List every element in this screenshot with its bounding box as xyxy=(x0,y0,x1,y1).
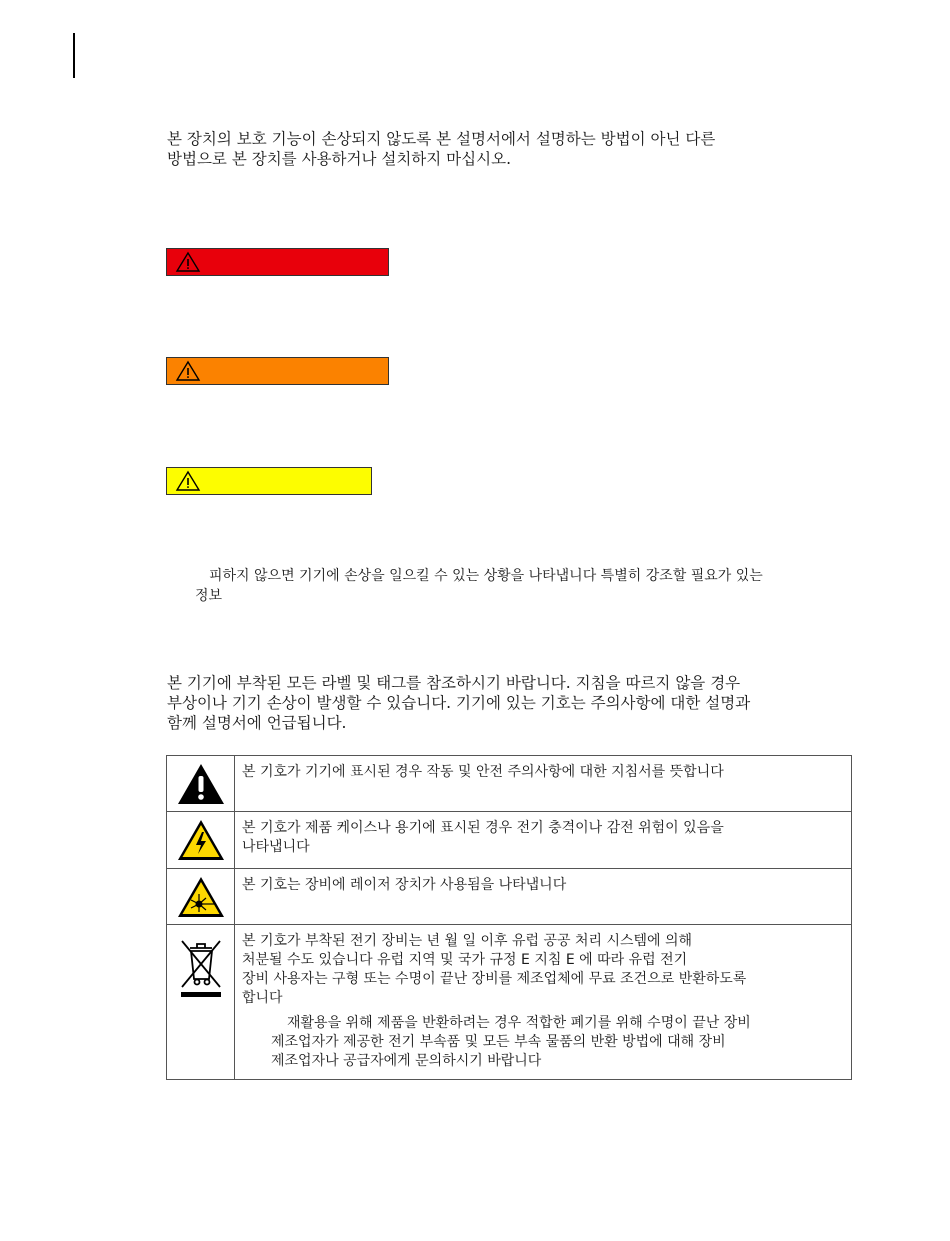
symbols-table xyxy=(166,755,852,1080)
symbol-text-line: 합니다 xyxy=(242,990,283,1006)
table-row xyxy=(167,756,852,812)
notice-paragraph xyxy=(195,566,865,606)
recycling-note xyxy=(271,1014,843,1071)
table-row xyxy=(167,925,852,1080)
note-line: 재활용을 위해 제품을 반환하려는 경우 적합한 폐기를 위해 수명이 끝난 장비 xyxy=(287,1015,751,1031)
labels-line-3: 함께 설명서에 언급됩니다. xyxy=(167,714,347,732)
symbol-icon-cell xyxy=(167,925,235,1080)
symbol-text-line: 본 기호가 제품 케이스나 용기에 표시된 경우 전기 충격이나 감전 위험이 있음을 xyxy=(242,820,724,836)
note-line: 제조업자나 공급자에게 문의하시기 바랍니다 xyxy=(271,1053,542,1069)
laser-hazard-icon xyxy=(177,876,225,918)
page-edge-bar xyxy=(73,33,75,78)
intro-paragraph xyxy=(167,129,857,169)
symbol-icon-cell xyxy=(167,812,235,869)
exclamation-triangle-icon xyxy=(177,763,225,805)
symbol-text-line: 장비 사용자는 구형 또는 수명이 끝난 장비를 제조업체에 무료 조건으로 반환하도록 xyxy=(242,971,747,987)
symbol-description xyxy=(235,925,852,1080)
intro-line-2: 방법으로 본 장치를 사용하거나 설치하지 마십시오. xyxy=(167,150,511,168)
warning-triangle-icon xyxy=(175,251,201,273)
symbol-icon-cell xyxy=(167,756,235,812)
labels-line-1: 본 기기에 부착된 모든 라벨 및 태그를 참조하시기 바랍니다. 지침을 따르지 않을 경우 xyxy=(167,674,741,692)
warning-triangle-icon xyxy=(175,470,201,492)
table-row xyxy=(167,812,852,869)
symbol-description: 본 기호가 기기에 표시된 경우 작동 및 안전 주의사항에 대한 지침서를 뜻합니다 xyxy=(235,756,852,812)
warning-banner xyxy=(166,357,389,385)
symbol-text-line: 나타냅니다 xyxy=(242,839,310,855)
symbol-icon-cell xyxy=(167,869,235,925)
table-row xyxy=(167,869,852,925)
symbol-text-line: 본 기호가 부착된 전기 장비는 년 월 일 이후 유럽 공공 처리 시스템에 의해 xyxy=(242,933,693,949)
weee-crossed-bin-icon xyxy=(175,935,227,1001)
symbol-description: 본 기호는 장비에 레이저 장치가 사용됨을 나타냅니다 xyxy=(235,869,852,925)
symbol-description xyxy=(235,812,852,869)
notice-line-1: 피하지 않으면 기기에 손상을 일으킬 수 있는 상황을 나타냅니다 특별히 강조할 필요가 있는 xyxy=(209,568,763,584)
caution-banner xyxy=(166,467,372,495)
danger-banner xyxy=(166,248,389,276)
symbol-text-line: 처분될 수도 있습니다 유럽 지역 및 국가 규정 E 지침 E 에 따라 유럽 전기 xyxy=(242,952,688,968)
labels-line-2: 부상이나 기기 손상이 발생할 수 있습니다. 기기에 있는 기호는 주의사항에 대한 설명과 xyxy=(167,694,751,712)
warning-triangle-icon xyxy=(175,360,201,382)
electrical-shock-icon xyxy=(177,819,225,861)
intro-line-1: 본 장치의 보호 기능이 손상되지 않도록 본 설명서에서 설명하는 방법이 아닌 다른 xyxy=(167,130,716,148)
notice-line-2: 정보 xyxy=(195,588,223,604)
note-line: 제조업자가 제공한 전기 부속품 및 모든 부속 물품의 반환 방법에 대해 장비 xyxy=(271,1034,726,1050)
labels-intro-paragraph xyxy=(167,673,857,733)
